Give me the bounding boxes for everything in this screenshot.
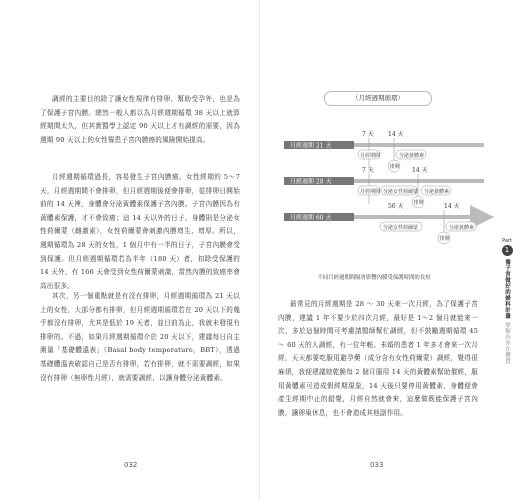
right-page-number: 033 bbox=[370, 461, 384, 469]
chapter-title-vertical: 養子宮做好的婦科計畫 bbox=[504, 259, 510, 319]
left-paragraph-1: 調經的主要目的除了讓女性規律有排卵、幫助受孕外，也是為了保護子宮內膜。總然一般人都以為月經週期循環 38 天以上就算經期間太久，但其實醫學上認定 90 天以上才有調經的需要，因為週期 90 天以上的女性罹患子宮內膜癌的風險開始提高。 bbox=[40, 95, 240, 144]
diagram-title: （月經週期循環） bbox=[324, 91, 432, 106]
diagram-row-28 bbox=[284, 167, 484, 208]
left-paragraph-3: 其次，另一個重點就是有沒有排卵，月經週期循環為 21 天以上的女性，大部分都有排卵，但月經週期循環若在 20 天以下的幾乎都沒有排卵，尤其是低於 19 天者，並目前為止，我就未發現有排卵的。不過，如果月經週期循環介於 20 天以下，建議每日自主測量「基礎體溫表」（Basal body temperature，BBT），透過基礎體溫表確認自己是否有排卵，若有排卵，就不需要調經，如果沒有排卵（無卵性月經），就需要調經，以讓身體分泌黃體素。 bbox=[40, 292, 240, 382]
right-paragraph-1: 最常見的月經週期是 28 ～ 30 天來一次月經，為了保護子宮內膜，建議 1 年不要少於四次月經，最好是 1～2 個月就能來一次，多於這個時間可考慮請醫師幫忙調經，但不鼓勵週期循環 45 ～ 60 天的人調經，有一位年輕、未婚的患者 1 年多才會來一次月經，天天都要吃服用避孕藥（成分含有女性荷爾蒙）調經，覺得很麻煩，我便建議她乾脆每 2 個月服用 14 天的黃體素幫助催經，服用黃體素可造成假經期現象，14 天後只要停用黃體素，身體便會產生經期中止的錯覺，月經自然就會來，這麼做既能保護子宮內膜，讓卵巢休息，也不會造成其他副作用。 bbox=[278, 300, 478, 417]
row3-ovulation: 排卵 bbox=[439, 236, 450, 242]
row2-seg-c: 分泌黃體素 bbox=[424, 189, 450, 195]
row3-marker-a: 56 天 bbox=[388, 203, 404, 210]
part-number-badge: 1 bbox=[502, 245, 513, 256]
row2-seg-a: 月經期間 bbox=[360, 189, 381, 195]
row2-marker-a: 7 天 bbox=[362, 167, 374, 174]
row3-seg-b: 分泌女性荷爾蒙 bbox=[383, 225, 419, 231]
row2-marker-b: 14 天 bbox=[412, 167, 428, 174]
row1-seg-b: 分泌黃體素 bbox=[399, 153, 425, 159]
row2-ovulation: 排卵 bbox=[413, 200, 424, 206]
right-page bbox=[260, 0, 520, 500]
chapter-side-tab bbox=[498, 238, 516, 364]
row1-marker-a: 7 天 bbox=[362, 131, 374, 138]
diagram-caption: 不同月經週期間隔會影響內膜受保護時間的長短 bbox=[317, 275, 431, 281]
left-page-number: 032 bbox=[124, 461, 138, 469]
row1-marker-b: 14 天 bbox=[388, 131, 404, 138]
diagram-row-21 bbox=[284, 131, 484, 172]
diagram-svg bbox=[284, 108, 504, 274]
row2-seg-b: 分泌女性荷爾蒙 bbox=[383, 189, 419, 195]
row1-label: 月經週期 21 天 bbox=[290, 142, 332, 150]
row3-marker-b: 14 天 bbox=[444, 203, 460, 210]
row1-seg-a: 月經期間 bbox=[360, 153, 381, 159]
row3-seg-c: 分泌黃體素 bbox=[449, 225, 475, 231]
diagram-row-60 bbox=[284, 203, 490, 244]
row1-ovulation: 排卵 bbox=[389, 164, 400, 170]
row3-label: 月經週期 60 天 bbox=[290, 214, 332, 222]
chapter-subtitle-vertical: 掌握內外在體質 bbox=[504, 322, 510, 364]
left-paragraph-2: 月經週期循環過長，容易發生子宮內膜癌。女性經期約 5～7 天，月經週期間不會排卵，但月經週期後便會排卵，從排卵日開始前的 14 天裡，身體會分泌黃體素保護子宮內膜。子宮內膜因為有黃體素保護，才不會致癌；這 14 天以外的日子，身體則是分泌女性荷爾蒙（雌激素），女性荷爾蒙會刺激內膜增生、增厚。所以，週期循環為 28 天的女性，1 個月中有一半的日子，子宮內膜會受到保護。但月經週期循環若為半年（180 天）者，扣除受保護的 14 天外，有 166 天會受到女性荷爾蒙刺激，當然內膜的致癌率會高出很多。 bbox=[40, 173, 240, 290]
row2-label: 月經週期 28 天 bbox=[290, 178, 332, 186]
part-label: Part bbox=[502, 238, 512, 244]
